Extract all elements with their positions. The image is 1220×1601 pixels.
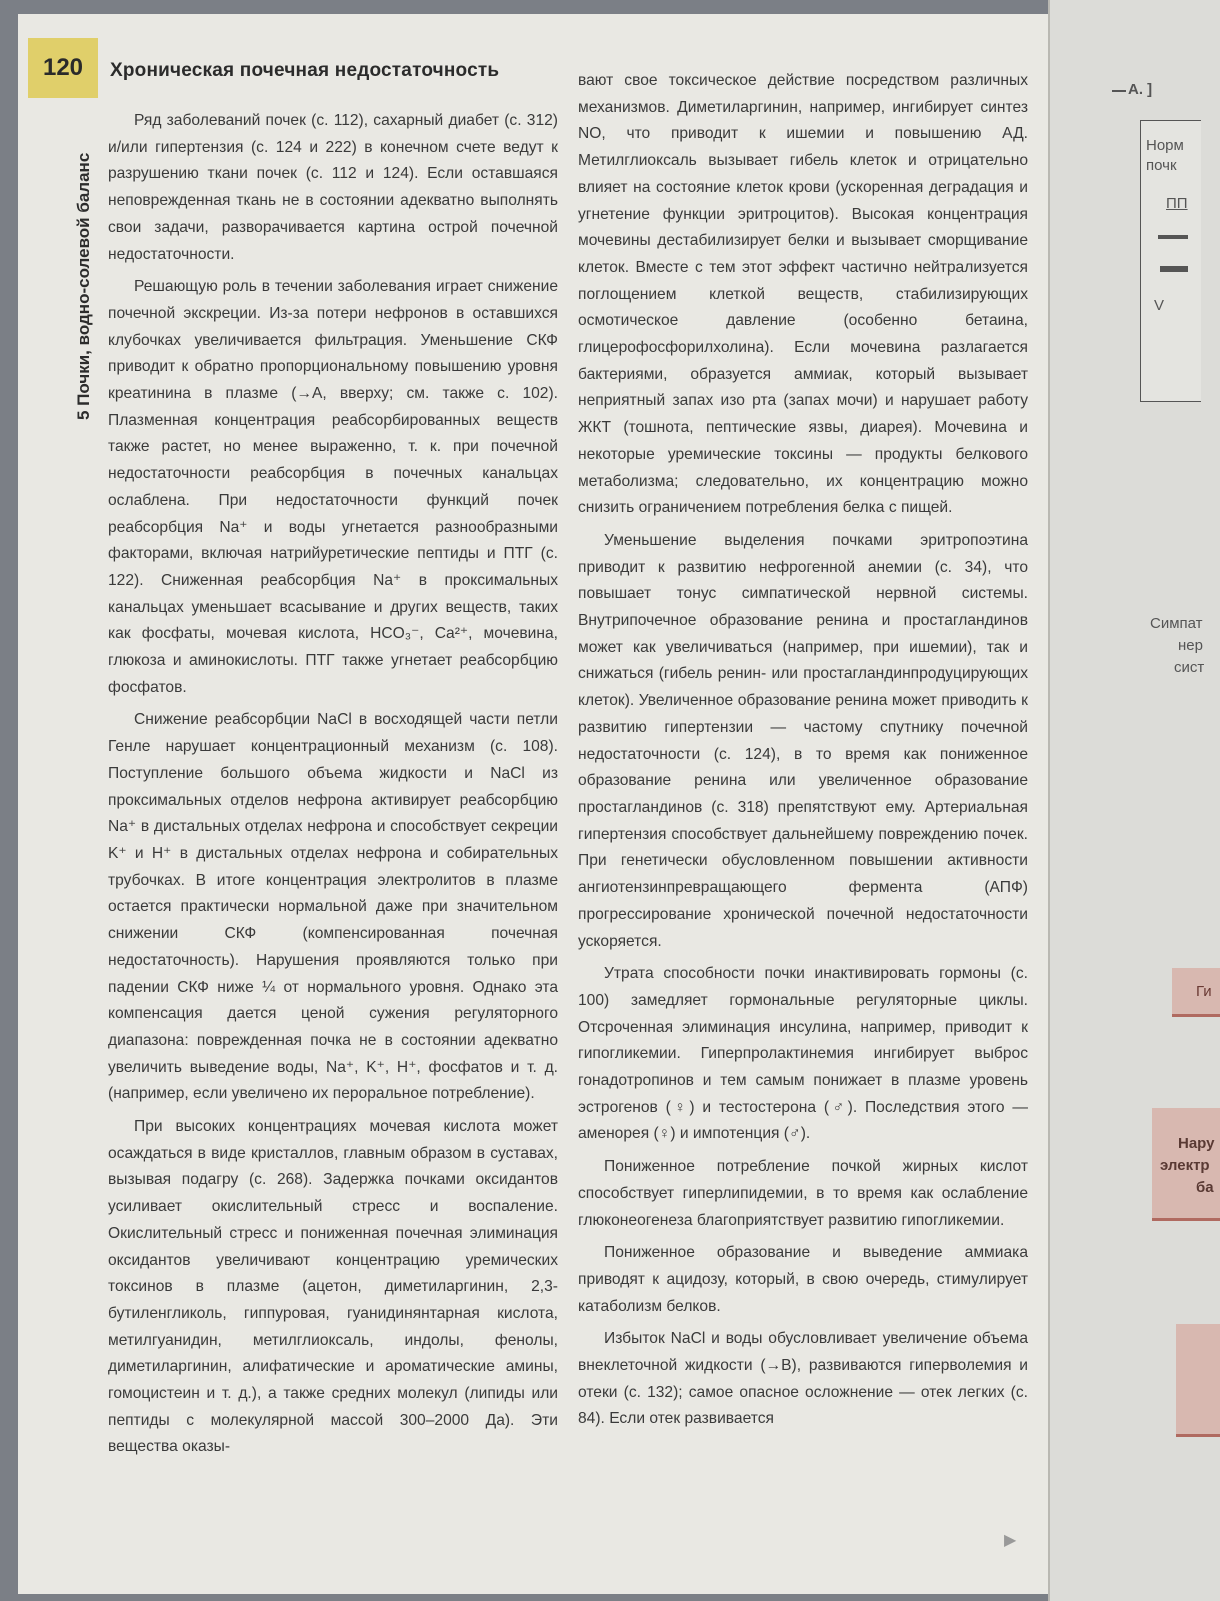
arrow-line: [1160, 266, 1188, 272]
next-page-box-text: V: [1154, 297, 1165, 314]
paragraph: Избыток NaCl и воды обусловливает увеличение объема внеклеточной жидкости (→B), развиваются гиперволемия и отеки (с. 132); самое опасное осложнение — отек легких (с. 84). Если отек развивается: [578, 1330, 1028, 1428]
paragraph: Снижение реабсорбции NaCl в восходящей части петли Генле нарушает концентрационный механизм (с. 108). Поступление большого объема жидкости и NaCl из проксимальных отделов нефрона активирует реабсорбцию Na⁺ в дистальных отделах нефрона и способствует секреции K⁺ и H⁺ в дистальных отделах нефрона и собирательных трубочках. В итоге концентрация электролитов в плазме остается практически нормальной даже при значительном снижении СКФ (компенсированная почечная недостаточность). Нарушения проявляются только при падении СКФ ниже ¼ от нормального уровня. Однако эта компенсация дается ценой сужения регуляторного диапазона: поврежденная почка не в состоянии адекватно увеличить выведение воды, Na⁺, K⁺, H⁺, фосфатов и т. д. (например, если увеличено их пероральное потребление).: [108, 711, 558, 1103]
right-column: [578, 68, 1028, 1439]
next-page-pink-box: [1176, 1324, 1220, 1437]
paragraph: Пониженное образование и выведение аммиака приводят к ацидозу, который, в свою очередь, стимулирует катаболизм белков.: [578, 1244, 1028, 1315]
paragraph: вают свое токсическое действие посредством различных механизмов. Диметиларгинин, например, ингибирует синтез NO, что приводит к ишемии и повышению АД. Метилглиоксаль вызывает гибель клеток и отрицательно влияет на состояние клеток крови (ускоренная деградация и угнетение функции эритроцитов). Высокая концентрация мочевины дестабилизирует белки и вызывает сморщивание клеток. Вместе с тем этот эффект частично нейтрализуется поглощением клеткой веществ, стабилизирующих осмотическое давление (особенно бетаина, глицерофосфорилхолина). Если мочевина разлагается бактериями, образуется аммиак, который вызывает неприятный запах изо рта (запах мочи) и нарушает работу ЖКТ (тошнота, пептические язвы, диарея). Мочевина и некоторые уремические токсины — продукты белкового метаболизма; следовательно, их концентрацию можно снизить ограничением потребления белка с пищей.: [578, 72, 1028, 517]
next-page-text: сист: [1174, 659, 1205, 676]
next-page-text: электр: [1160, 1157, 1210, 1174]
next-page-label-a: A. ]: [1128, 81, 1153, 98]
continue-arrow-icon: ▶: [1004, 1532, 1017, 1549]
left-column: [108, 108, 558, 1467]
arrow-line: [1158, 235, 1188, 239]
paragraph: Ряд заболеваний почек (с. 112), сахарный диабет (с. 312) и/или гипертензия (с. 124 и 222) в конечном счете ведут к разрушению ткани почек (с. 112 и 124). Если оставшаяся неповрежденная ткань не в состоянии адекватно выполнять свои задачи, разворачивается картина острой почечной недостаточности.: [108, 112, 558, 263]
next-page-box-text: почк: [1146, 157, 1177, 174]
paragraph: При высоких концентрациях мочевая кислота может осаждаться в виде кристаллов, главным образом в суставах, вызывая подагру (с. 268). Задержка почками оксидантов усиливает окислительный стресс и воспаление. Окислительный стресс и пониженная почечная элиминация оксидантов увеличивают концентрацию уремических токсинов в плазме (ацетон, диметиларгинин, 2,3-бутиленгликоль, гиппуровая, гуанидинянтарная кислота, метилгуанидин, метилглиоксаль, индолы, фенолы, диметиларгинин, алифатические и ароматические амины, гомоцистеин и т. д.), а также средних молекул (липиды или пептиды с молекулярной массой 300–2000 Да). Эти вещества оказы-: [108, 1118, 558, 1456]
next-page-text: ба: [1196, 1179, 1214, 1196]
next-page-text: Ги: [1196, 983, 1212, 1000]
running-head: Хроническая почечная недостаточность: [110, 60, 500, 81]
chapter-side-label: 5 Почки, водно-солевой баланс: [74, 152, 93, 420]
next-page-box-text: Норм: [1146, 137, 1184, 154]
next-page-box-text: ПП: [1166, 195, 1188, 212]
next-page-text: Симпат: [1150, 615, 1203, 632]
paragraph: Уменьшение выделения почками эритропоэтина приводит к развитию нефрогенной анемии (с. 34), что повышает тонус симпатической нервной системы. Внутрипочечное образование ренина и простагландинов может как увеличиваться (например, при ишемии), так и снижаться (гибель ренин- или простагландинпродуцирующих клеток). Увеличенное образование ренина может приводить к развитию гипертензии — частому спутнику почечной недостаточности (с. 124), в то время как пониженное образование ренина или увеличенное образование простагландинов (с. 318) препятствуют ему. Артериальная гипертензия способствует дальнейшему повреждению почек. При генетически обусловленном повышении активности ангиотензинпревращающего фермента (АПФ) прогрессирование хронической почечной недостаточности ускоряется.: [578, 531, 1028, 950]
paragraph: Утрата способности почки инактивировать гормоны (с. 100) замедляет гормональные регуляторные циклы. Отсроченная элиминация инсулина, например, приводит к гипогликемии. Гиперпролактинемия ингибирует выброс гонадотропинов и тем самым понижает в плазме уровень эстрогенов (♀) и тестостерона (♂). Последствия этого — аменорея (♀) и импотенция (♂).: [578, 965, 1028, 1143]
paragraph: Решающую роль в течении заболевания играет снижение почечной экскреции. Из-за потери нефронов в оставшихся клубочках увеличивается фильтрация. Уменьшение СКФ приводит к обратно пропорциональному повышению уровня креатинина в плазме (→A, вверху; см. также с. 102). Плазменная концентрация реабсорбированных веществ также растет, но менее выраженно, т. к. при почечной недостаточности реабсорбция в почечных канальцах ослаблена. При недостаточности функций почек реабсорбция Na⁺ и воды угнетается разнообразными факторами, включая натрийуретические пептиды и ПТГ (с. 122). Сниженная реабсорбция Na⁺ в проксимальных канальцах уменьшает всасывание и других веществ, таких как фосфаты, мочевая кислота, HCO₃⁻, Ca²⁺, мочевина, глюкоза и аминокислоты. ПТГ также угнетает реабсорбцию фосфатов.: [108, 278, 558, 696]
paragraph: Пониженное потребление почкой жирных кислот способствует гиперлипидемии, в то время как ослабление глюконеогенеза благоприятствует развитию гипогликемии.: [578, 1158, 1028, 1229]
divider: [1112, 90, 1126, 92]
next-page-text: нер: [1178, 637, 1203, 654]
next-page-text: Нару: [1178, 1135, 1215, 1152]
page-number: 120: [28, 38, 98, 98]
